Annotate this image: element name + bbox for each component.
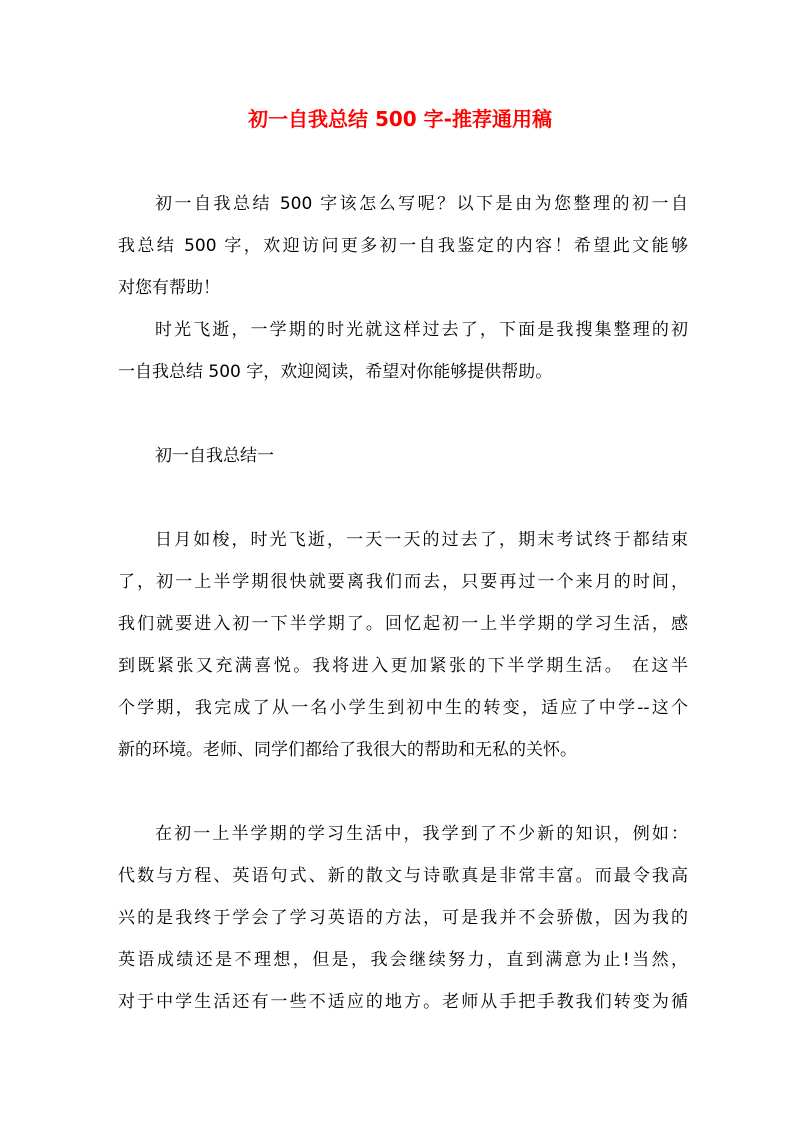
paragraph-3-line-3: 我们就要进入初一下半学期了。回忆起初一上半学期的学习生活，感 <box>118 614 688 634</box>
paragraph-1-line-3: 对您有帮助！ <box>118 278 220 298</box>
paragraph-4-line-4: 英语成绩还是不理想，但是，我会继续努力，直到满意为止!当然， <box>118 950 688 970</box>
paragraph-3-line-5: 个学期，我完成了从一名小学生到初中生的转变，适应了中学--这个 <box>118 698 688 718</box>
paragraph-3-line-6: 新的环境。老师、同学们都给了我很大的帮助和无私的关怀。 <box>118 740 577 760</box>
paragraph-3-line-4: 到既紧张又充满喜悦。我将进入更加紧张的下半学期生活。 在这半 <box>118 656 688 676</box>
section-heading: 初一自我总结一 <box>155 446 274 466</box>
paragraph-4-line-1: 在初一上半学期的学习生活中，我学到了不少新的知识，例如： <box>155 824 688 844</box>
document-title: 初一自我总结 500 字-推荐通用稿 <box>248 107 552 131</box>
paragraph-3-line-2: 了，初一上半学期很快就要离我们而去，只要再过一个来月的时间， <box>118 572 688 592</box>
paragraph-4-line-2: 代数与方程、英语句式、新的散文与诗歌真是非常丰富。而最令我高 <box>118 866 688 886</box>
paragraph-1-line-2: 我总结 500 字，欢迎访问更多初一自我鉴定的内容！希望此文能够 <box>118 236 688 256</box>
paragraph-1-line-1: 初一自我总结 500 字该怎么写呢？以下是由为您整理的初一自 <box>155 194 688 214</box>
paragraph-2-line-2: 一自我总结 500 字，欢迎阅读，希望对你能够提供帮助。 <box>118 362 553 382</box>
paragraph-4-line-5: 对于中学生活还有一些不适应的地方。老师从手把手教我们转变为循 <box>118 992 688 1012</box>
paragraph-3-line-1: 日月如梭，时光飞逝，一天一天的过去了，期末考试终于都结束 <box>155 530 688 550</box>
paragraph-2-line-1: 时光飞逝，一学期的时光就这样过去了，下面是我搜集整理的初 <box>155 320 688 340</box>
paragraph-4-line-3: 兴的是我终于学会了学习英语的方法，可是我并不会骄傲，因为我的 <box>118 908 688 928</box>
